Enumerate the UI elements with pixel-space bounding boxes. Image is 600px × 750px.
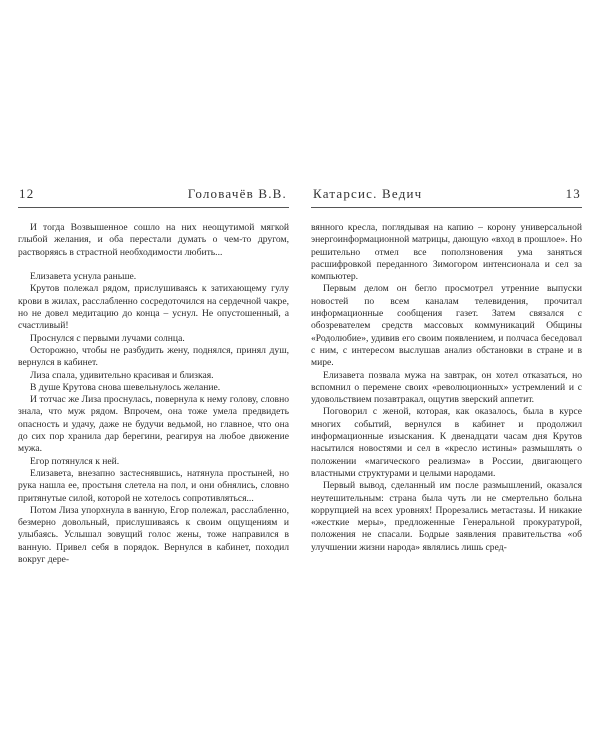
paragraph: Первый вывод, сделанный им после размышлений, оказался неутешительным: страна была чуть ли не смертельно больна коррупцией на всех уровнях! Прорезались метастазы. И никакие «жесткие меры», предложенные Генеральной прокуратурой, положения не спасали. Бодрые заявления правительства «об улучшении жизни народа» являлись лишь сред-: [311, 480, 582, 553]
left-running-head: Головачёв В.В.: [187, 186, 287, 201]
left-page-text: [18, 222, 289, 566]
right-page-number: 13: [565, 186, 581, 201]
paragraph: вянного кресла, поглядывая на капию – корону универсальной энергоинформационной матрицы, дающую «вход в прошлое». Но решительно отмел все поползновения ума заняться расшифровкой переданного Зимогором интенсионала и сел за компьютер.: [311, 222, 582, 283]
left-page-header: [18, 185, 289, 208]
paragraph: Проснулся с первыми лучами солнца.: [30, 332, 185, 344]
paragraph: Елизавета уснула раньше.: [30, 271, 137, 283]
paragraph: И тогда Возвышенное сошло на них неощутимой мягкой глыбой желания, и оба перестали думать о чем-то другом, растворяясь в страстной необходимости любить...: [18, 222, 289, 258]
paragraph: И тотчас же Лиза проснулась, повернула к нему голову, словно знала, что муж рядом. Впрочем, она тоже умела предвидеть опасность и удачу, даже не будучи ведьмой, но главное, что она до сих пор хранила дар берегини, реагируя на любое движение мужа.: [18, 394, 289, 455]
paragraph: Егор потянулся к ней.: [30, 455, 120, 467]
paragraph: Осторожно, чтобы не разбудить жену, поднялся, принял душ, вернулся в кабинет.: [18, 344, 289, 369]
right-page-text: [311, 222, 582, 554]
paragraph: Потом Лиза упорхнула в ванную, Егор полежал, расслабленно, безмерно довольный, прислушиваясь к своим ощущениям и улыбаясь. Услышал зовущий голос жены, тоже направился в ванную. Привел себя в порядок. Вернулся в кабинет, походил вокруг дере-: [18, 504, 289, 566]
paragraph: Первым делом он бегло просмотрел утренние выпуски новостей по всем каналам телевидения, прочитал информационные сообщения газет. Затем связался с обозревателем средств массовых коммуникаций Общины «Родолюбие», удивив его своим появлением, и полчаса беседовал с ним, с интересом выслушав анализ обстановки в стране и в мире.: [311, 283, 582, 369]
paragraph: Крутов полежал рядом, прислушиваясь к затихающему гулу крови в жилах, расслабленно сосредоточился на сердечной чакре, но не довел медитацию до конца – уснул. Не опустошенный, а счастливый!: [18, 283, 289, 332]
paragraph: Поговорил с женой, которая, как оказалось, была в курсе многих событий, вернулся в кабинет и продолжил информационные изыскания. К двенадцати часам дня Крутов насытился новостями и сел в «кресло истины» размышлять о положении «магического реализма» в России, двигающего властными структурами и целыми народами.: [311, 406, 582, 479]
paragraph: Лиза спала, удивительно красивая и близкая.: [30, 369, 214, 381]
right-running-head: Катарсис. Ведич: [313, 186, 423, 201]
paragraph: В душе Крутова снова шевельнулось желание.: [30, 381, 221, 393]
paragraph: Елизавета, внезапно застеснявшись, натянула простыней, но рука нашла ее, простыня слетела на пол, и они обнялись, словно притянутые силой, которой не хотелось сопротивляться...: [18, 467, 289, 504]
left-page-number: 12: [19, 186, 35, 201]
paragraph: Елизавета позвала мужа на завтрак, он хотел отказаться, но вспомнил о перемене своих «революционных» устремлений и с удовольствием позавтракал, ощутив зверский аппетит.: [311, 369, 582, 406]
right-page-header: [311, 185, 582, 208]
